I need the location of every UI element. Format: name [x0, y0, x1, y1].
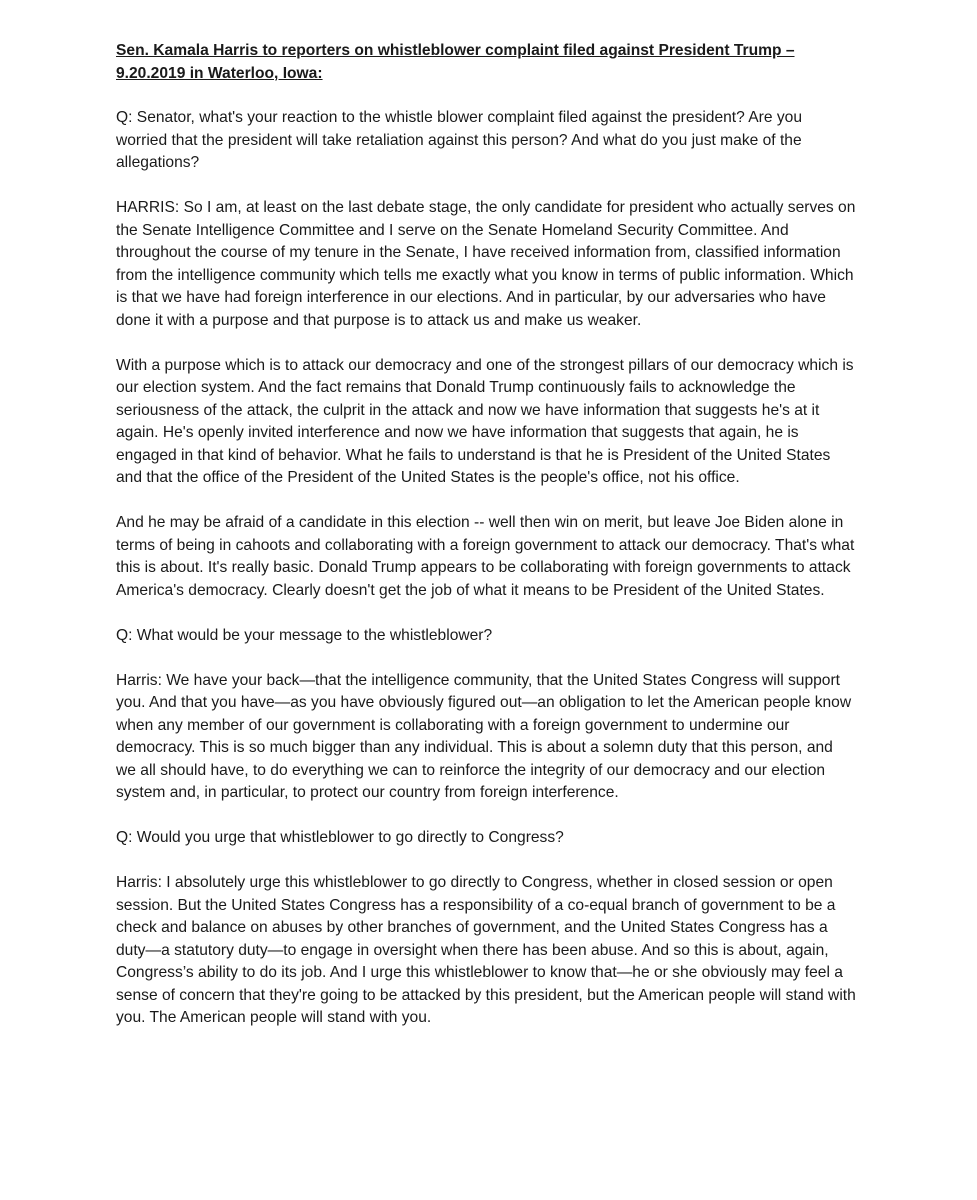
- document-title: Sen. Kamala Harris to reporters on whistleblower complaint filed against President Trump – 9.20.2019 in Waterloo, Iowa:: [116, 42, 795, 82]
- answer-1-part-1: HARRIS: So I am, at least on the last debate stage, the only candidate for president who actually serves on the Senate Intelligence Committee and I serve on the Senate Homeland Security Committee. And throughout the course of my tenure in the Senate, I have received information from, classified information from the intelligence community which tells me exactly what you know in terms of public information. Which is that we have had foreign interference in our elections. And in particular, by our adversaries who have done it with a purpose and that purpose is to attack us and make us weaker.: [116, 199, 856, 329]
- question-3: Q: Would you urge that whistleblower to go directly to Congress?: [116, 829, 564, 846]
- document-body: [116, 40, 856, 1052]
- answer-2: Harris: We have your back—that the intelligence community, that the United States Congress will support you. And that you have—as you have obviously figured out—an obligation to let the American people know when any member of our government is collaborating with a foreign government to undermine our democracy. This is so much bigger than any individual. This is about a solemn duty that this person, and we all should have, to do everything we can to reinforce the integrity of our democracy and our election system and, in particular, to protect our country from foreign interference.: [116, 671, 852, 801]
- question-1: Q: Senator, what's your reaction to the whistle blower complaint filed against the president? Are you worried that the president will take retaliation against this person? And what do you just make of the allegations?: [116, 109, 803, 171]
- answer-3: Harris: I absolutely urge this whistleblower to go directly to Congress, whether in closed session or open session. But the United States Congress has a responsibility of a co-equal branch of government to be a check and balance on abuses by other branches of government, and the United States Congress has a duty—a statutory duty—to engage in oversight when there has been abuse. And so this is about, again, Congress’s ability to do its job. And I urge this whistleblower to know that—he or she obviously may feel a sense of concern that they're going to be attacked by this president, but the American people will stand with you. The American people will stand with you.: [116, 874, 856, 1026]
- answer-1-part-2: With a purpose which is to attack our democracy and one of the strongest pillars of our democracy which is our election system. And the fact remains that Donald Trump continuously fails to acknowledge the seriousness of the attack, the culprit in the attack and now we have information that suggests he's at it again. He's openly invited interference and now we have information that suggests that again, he is engaged in that kind of behavior. What he fails to understand is that he is President of the United States and that the office of the President of the United States is the people's office, not his office.: [116, 356, 854, 486]
- question-2: Q: What would be your message to the whistleblower?: [116, 626, 493, 644]
- answer-1-part-3: And he may be afraid of a candidate in this election -- well then win on merit, but leave Joe Biden alone in terms of being in cahoots and collaborating with a foreign government to attack our democracy. That's what this is about. It's really basic. Donald Trump appears to be collaborating with foreign governments to attack America's democracy. Clearly doesn't get the job of what it means to be President of the United States.: [116, 514, 855, 599]
